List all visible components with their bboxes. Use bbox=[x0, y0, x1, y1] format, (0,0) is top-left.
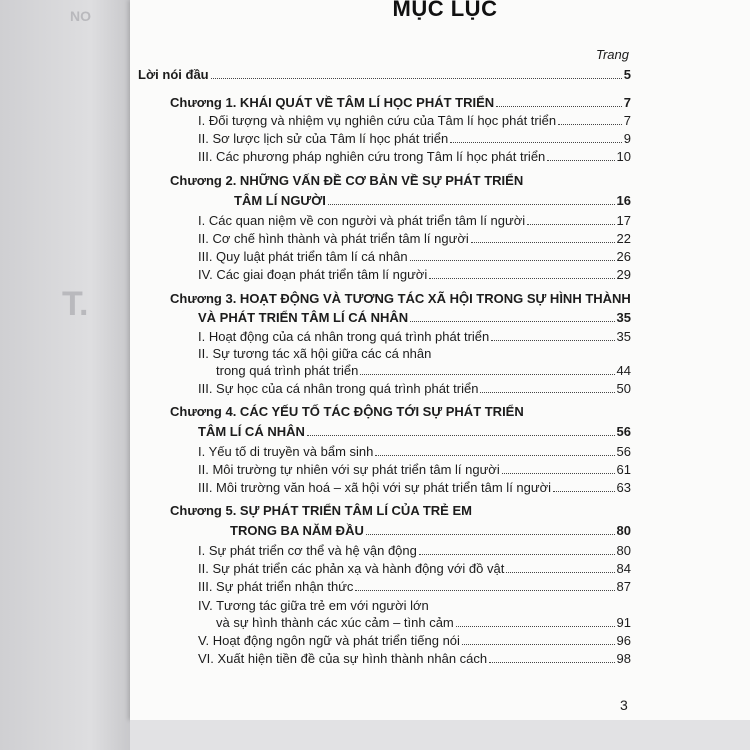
toc-entry-chapter-3[interactable]: VÀ PHÁT TRIỂN TÂM LÍ CÁ NHÂN 35 bbox=[198, 310, 631, 325]
toc-entry-chapter-5[interactable]: TRONG BA NĂM ĐẦU 80 bbox=[230, 523, 631, 538]
toc-entry-2-3[interactable]: III. Quy luật phát triển tâm lí cá nhân 26 bbox=[198, 249, 631, 264]
toc-entry-chapter-2[interactable]: TÂM LÍ NGƯỜI 16 bbox=[234, 193, 631, 208]
ghost-text-top: NO bbox=[70, 8, 91, 24]
book-page bbox=[130, 0, 750, 720]
toc-entry-chapter-1[interactable]: Chương 1. KHÁI QUÁT VỀ TÂM LÍ HỌC PHÁT TRIỂN 7 bbox=[170, 95, 631, 110]
toc-entry-4-1[interactable]: I. Yếu tố di truyền và bẩm sinh 56 bbox=[198, 444, 631, 459]
toc-entry-5-4-line1: IV. Tương tác giữa trẻ em với người lớn bbox=[198, 598, 429, 613]
toc-entry-5-5[interactable]: V. Hoạt động ngôn ngữ và phát triển tiếng nói 96 bbox=[198, 633, 631, 648]
toc-entry-2-4[interactable]: IV. Các giai đoạn phát triển tâm lí người 29 bbox=[198, 267, 631, 282]
toc-entry-4-2[interactable]: II. Môi trường tự nhiên với sự phát triển tâm lí người 61 bbox=[198, 462, 631, 477]
toc-entry-5-4[interactable]: và sự hình thành các xúc cảm – tình cảm 91 bbox=[216, 615, 631, 630]
trang-label: Trang bbox=[596, 47, 629, 62]
toc-entry-2-1[interactable]: I. Các quan niệm về con người và phát triển tâm lí người 17 bbox=[198, 213, 631, 228]
toc-entry-3-1[interactable]: I. Hoạt động của cá nhân trong quá trình phát triển 35 bbox=[198, 329, 631, 344]
toc-entry-3-2-line1: II. Sự tương tác xã hội giữa các cá nhân bbox=[198, 346, 432, 361]
toc-entry-chapter-4[interactable]: TÂM LÍ CÁ NHÂN 56 bbox=[198, 424, 631, 439]
toc-chapter-4-heading: Chương 4. CÁC YẾU TỐ TÁC ĐỘNG TỚI SỰ PHÁT TRIỂN bbox=[170, 404, 524, 419]
page-title: MỤC LỤC bbox=[392, 0, 498, 21]
toc-entry-3-2[interactable]: trong quá trình phát triển 44 bbox=[216, 363, 631, 378]
ghost-text: T. bbox=[62, 285, 89, 323]
toc-entry-1-3[interactable]: III. Các phương pháp nghiên cứu trong Tâm lí học phát triển 10 bbox=[198, 149, 631, 164]
toc-chapter-3-heading: Chương 3. HOẠT ĐỘNG VÀ TƯƠNG TÁC XÃ HỘI TRONG SỰ HÌNH THÀNH bbox=[170, 291, 631, 306]
toc-chapter-2-heading: Chương 2. NHỮNG VẤN ĐỀ CƠ BẢN VỀ SỰ PHÁT TRIỂN bbox=[170, 173, 524, 188]
toc-entry-1-2[interactable]: II. Sơ lược lịch sử của Tâm lí học phát triển 9 bbox=[198, 131, 631, 146]
page-bottom-shadow bbox=[130, 720, 750, 750]
page-number: 3 bbox=[620, 697, 628, 713]
toc-entry-2-2[interactable]: II. Cơ chế hình thành và phát triển tâm lí người 22 bbox=[198, 231, 631, 246]
toc-entry-4-3[interactable]: III. Môi trường văn hoá – xã hội với sự phát triển tâm lí người 63 bbox=[198, 480, 631, 495]
toc-entry-5-6[interactable]: VI. Xuất hiện tiền đề của sự hình thành nhân cách 98 bbox=[198, 651, 631, 666]
toc-entry-5-2[interactable]: II. Sự phát triển các phản xạ và hành động với đồ vật 84 bbox=[198, 561, 631, 576]
toc-chapter-5-heading: Chương 5. SỰ PHÁT TRIỂN TÂM LÍ CỦA TRẺ EM bbox=[170, 503, 472, 518]
toc-entry-3-3[interactable]: III. Sự học của cá nhân trong quá trình phát triển 50 bbox=[198, 381, 631, 396]
table-of-contents bbox=[130, 0, 750, 720]
toc-entry-5-1[interactable]: I. Sự phát triển cơ thể và hệ vận động 80 bbox=[198, 543, 631, 558]
toc-entry-1-1[interactable]: I. Đối tượng và nhiệm vụ nghiên cứu của Tâm lí học phát triển 7 bbox=[198, 113, 631, 128]
adjacent-page-strip bbox=[0, 0, 130, 750]
toc-entry-loi-noi-dau[interactable]: Lời nói đầu 5 bbox=[138, 67, 631, 82]
toc-entry-5-3[interactable]: III. Sự phát triển nhận thức 87 bbox=[198, 579, 631, 594]
